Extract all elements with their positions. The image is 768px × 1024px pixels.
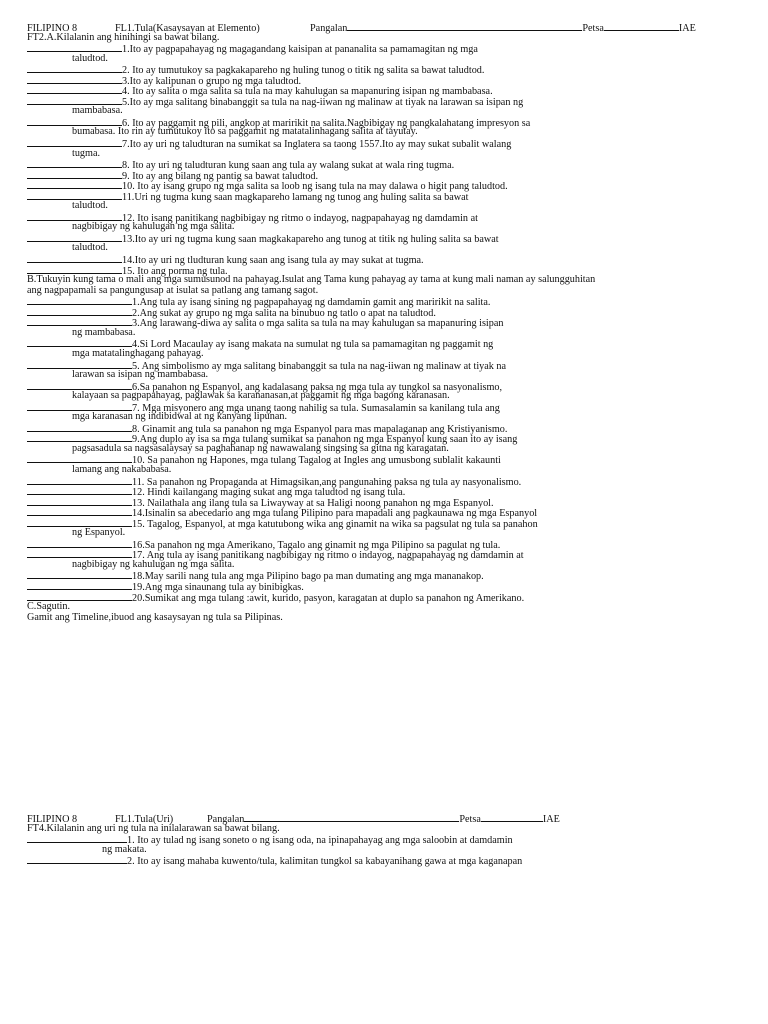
answer-blank[interactable] bbox=[27, 360, 132, 369]
item-text: 14.Ito ay uri ng tludturan kung saan ang isang tula ay may sukat at tugma. bbox=[122, 255, 424, 267]
answer-blank[interactable] bbox=[27, 402, 132, 411]
part-b-title-line2: ang nagpapamali sa pangungusap at isulat sa patlang ang tamang sagot. bbox=[27, 284, 319, 296]
item-text: 18.May sarili nang tula ang mga Pilipino bago pa man dumating ang mga mananakop. bbox=[132, 571, 484, 583]
date-label-2: Petsa bbox=[459, 814, 481, 826]
item-line bbox=[27, 233, 747, 244]
answer-blank[interactable] bbox=[27, 75, 122, 84]
part-b-title-line1: B.Tukuyin kung tama o mali ang mga sumusunod na pahayag.Isulat ang Tama kung pahayag ay tama at kung mali naman ay salungguhitan bbox=[27, 274, 596, 286]
answer-blank[interactable] bbox=[27, 581, 132, 590]
item-text: 7.Ito ay uri ng taludturan na sumikat sa Inglatera sa taong 1557.Ito ay may sukat subalit walang bbox=[122, 139, 512, 151]
item-line bbox=[27, 581, 747, 592]
item-text: nagbibigay ng kahulugan ng mga salita. bbox=[72, 558, 235, 570]
item-text: 15. Ito ang porma ng tula. bbox=[122, 265, 228, 277]
answer-blank[interactable] bbox=[27, 507, 132, 516]
answer-blank[interactable] bbox=[27, 855, 127, 864]
date-field-2[interactable] bbox=[481, 813, 543, 822]
answer-blank[interactable] bbox=[27, 64, 122, 73]
answer-blank[interactable] bbox=[27, 138, 122, 147]
item-continuation bbox=[27, 149, 747, 160]
item-text: lamang ang nakababasa. bbox=[72, 463, 172, 475]
item-continuation bbox=[27, 845, 747, 856]
item-text: bumabasa. Ito rin ay tumutukoy ito sa paggamit ng matatalinhagang salita at tayutay. bbox=[72, 126, 418, 138]
item-text: nagbibigay ng kahulugan ng mga salita. bbox=[72, 221, 235, 233]
answer-blank[interactable] bbox=[27, 423, 132, 432]
item-line bbox=[27, 138, 747, 149]
item-line bbox=[27, 592, 747, 603]
item-continuation bbox=[27, 444, 747, 455]
item-text: 8. Ginamit ang tula sa panahon ng mga Espanyol para mas mapalaganap ang Kristiyanismo. bbox=[132, 423, 508, 435]
item-line bbox=[27, 518, 747, 529]
item-line bbox=[27, 423, 747, 434]
item-text: 13.Ito ay uri ng tugma kung saan magkakapareho ang tunog at titik ng huling salita sa bawat bbox=[122, 233, 499, 245]
answer-blank[interactable] bbox=[27, 486, 132, 495]
item-text: taludtod. bbox=[72, 242, 108, 254]
answer-blank[interactable] bbox=[27, 454, 132, 463]
name-label-2: Pangalan bbox=[207, 814, 245, 826]
part-c-title: C.Sagutin. bbox=[27, 601, 71, 613]
item-text: 12. Hindi kailangang maging sukat ang mga taludtod ng isang tula. bbox=[132, 487, 406, 499]
item-continuation bbox=[27, 201, 747, 212]
item-text: taludtod. bbox=[72, 52, 108, 64]
item-text: 2.Ang sukat ay grupo ng mga salita na binubuo ng tatlo o apat na taludtod. bbox=[132, 307, 436, 319]
item-text: 11. Sa panahon ng Propaganda at Himagsikan,ang pangunahing paksa ng tula ay nasyonalismo. bbox=[132, 476, 522, 488]
answer-blank[interactable] bbox=[27, 180, 122, 189]
answer-blank[interactable] bbox=[27, 834, 127, 843]
answer-blank[interactable] bbox=[27, 43, 122, 52]
answer-blank[interactable] bbox=[27, 570, 132, 579]
name-field[interactable] bbox=[347, 22, 582, 31]
date-label: Petsa bbox=[582, 23, 604, 34]
answer-blank[interactable] bbox=[27, 307, 132, 316]
item-text: 3.Ito ay kalipunan o grupo ng mga taludtod. bbox=[122, 75, 302, 87]
item-text: 5. Ang simbolismo ay mga salitang binabanggit sa tula na nag-iiwan ng malinaw at tiyak na bbox=[132, 360, 507, 372]
item-continuation bbox=[27, 222, 747, 233]
subject-label-2: FILIPINO 8 bbox=[27, 814, 78, 826]
item-text: 1. Ito ay tulad ng isang soneto o ng isang oda, na ipinapahayag ang mga saloobin at damdamin bbox=[127, 835, 513, 847]
answer-blank[interactable] bbox=[27, 338, 132, 347]
item-text: 10. Ito ay isang grupo ng mga salita sa loob ng isang tula na may dalawa o higit pang taludtod. bbox=[122, 181, 508, 193]
item-text: 11.Uri ng tugma kung saan magkapareho lamang ng tunog ang huling salita sa bawat bbox=[122, 191, 469, 203]
item-continuation bbox=[27, 560, 747, 571]
answer-blank[interactable] bbox=[27, 549, 132, 558]
part-c-instruction: Gamit ang Timeline,ibuod ang kasaysayan ng tula sa Pilipinas. bbox=[27, 611, 283, 623]
name-field-2[interactable] bbox=[244, 813, 459, 822]
item-continuation bbox=[27, 528, 747, 539]
item-line bbox=[27, 170, 747, 181]
item-continuation bbox=[27, 127, 747, 138]
item-text: 4.Si Lord Macaulay ay isang makata na sumulat ng tula sa pamamagitan ng paggamit ng bbox=[132, 339, 494, 351]
item-text: ng Espanyol. bbox=[72, 527, 126, 539]
date-field[interactable] bbox=[604, 22, 679, 31]
item-continuation bbox=[27, 391, 747, 402]
item-line bbox=[27, 497, 747, 508]
item-text: ng mambabasa. bbox=[72, 326, 136, 338]
item-text: 3.Ang larawang-diwa ay salita o mga salita sa tula na may kahulugan sa mapanuring isipan bbox=[132, 318, 504, 330]
item-text: larawan sa isipan ng mambabasa. bbox=[72, 369, 209, 381]
item-line bbox=[27, 476, 747, 487]
item-text: 5.Ito ay mga salitang binabanggit sa tula na nag-iiwan ng malinaw at tiyak na larawan sa isipan ng bbox=[122, 96, 524, 108]
item-line bbox=[27, 507, 747, 518]
answer-blank[interactable] bbox=[27, 381, 132, 390]
item-continuation bbox=[27, 465, 747, 476]
part-a-list bbox=[27, 43, 747, 275]
item-text: 20.Sumikat ang mga tulang :awit, kurido, pasyon, karagatan at duplo sa panahon ng Amerikano. bbox=[132, 592, 525, 604]
item-text: 1.Ito ay pagpapahayag ng magagandang kaisipan at pananalita sa pamamagitan ng mga bbox=[122, 44, 478, 56]
answer-blank[interactable] bbox=[27, 265, 122, 274]
item-text: ng makata. bbox=[102, 843, 147, 855]
answer-blank[interactable] bbox=[27, 117, 122, 126]
answer-blank[interactable] bbox=[27, 518, 132, 527]
item-text: 12. Ito isang panitikang nagbibigay ng ritmo o indayog, nagpapahayag ng damdamin at bbox=[122, 212, 478, 224]
answer-blank[interactable] bbox=[27, 233, 122, 242]
item-text: 6. Ito ay paggamit ng pili, angkop at maririkit na salita.Nagbibigay ng pangkalahatang impresyon sa bbox=[122, 117, 531, 129]
answer-blank[interactable] bbox=[27, 433, 132, 442]
item-continuation bbox=[27, 412, 747, 423]
item-line bbox=[27, 191, 747, 202]
item-text: pagsasadula sa nagsasalaysay sa paghahanap ng nawawalang singsing sa gitna ng karagatan. bbox=[72, 442, 449, 454]
item-line bbox=[27, 539, 747, 550]
item-line bbox=[27, 855, 747, 866]
item-text: 14.Isinalin sa abecedario ang mga tulang Pilipino para mapadali ang pagkaunawa ng mga Espanyol bbox=[132, 508, 538, 520]
answer-blank[interactable] bbox=[27, 96, 122, 105]
item-text: 6.Sa panahon ng Espanyol, ang kadalasang paksa ng mga tula ay tungkol sa nasyonalismo, bbox=[132, 381, 503, 393]
answer-blank[interactable] bbox=[27, 476, 132, 485]
item-text: 17. Ang tula ay isang panitikang nagbibigay ng ritmo o indayog, nagpapahayag ng damdamin at bbox=[132, 550, 524, 562]
item-text: 9. Ito ay ang bilang ng pantig sa bawat taludtod. bbox=[122, 170, 319, 182]
item-continuation bbox=[27, 349, 747, 360]
answer-blank[interactable] bbox=[27, 170, 122, 179]
item-line bbox=[27, 180, 747, 191]
item-line bbox=[27, 570, 747, 581]
item-continuation bbox=[27, 370, 747, 381]
item-line bbox=[27, 296, 747, 307]
item-text: 9.Ang duplo ay isa sa mga tulang sumikat sa panahon ng mga Espanyol kung saan ito ay isang bbox=[132, 434, 518, 446]
answer-space[interactable] bbox=[27, 623, 747, 813]
answer-blank[interactable] bbox=[27, 191, 122, 200]
item-line bbox=[27, 85, 747, 96]
part-a-title: FT2.A.Kilalanin ang hinihingi sa bawat bilang. bbox=[27, 31, 220, 43]
lesson-code-2: FL1.Tula(Uri) bbox=[115, 814, 174, 826]
answer-blank[interactable] bbox=[27, 254, 122, 263]
item-continuation bbox=[27, 243, 747, 254]
item-text: 2. Ito ay isang mahaba kuwento/tula, kalimitan tungkol sa kabayanihang gawa at mga kaganapan bbox=[127, 856, 523, 868]
item-text: mga karanasan ng indibidwal at ng kanyang lipunan. bbox=[72, 411, 288, 423]
answer-blank[interactable] bbox=[27, 317, 132, 326]
item-text: tugma. bbox=[72, 147, 101, 159]
ft4-list bbox=[27, 834, 747, 866]
item-text: kalayaan sa pagpapahayag, paglawak sa karananasan,at paggamit ng mga bagong karanasan. bbox=[72, 390, 450, 402]
answer-blank[interactable] bbox=[27, 296, 132, 305]
item-line bbox=[27, 96, 747, 107]
item-line bbox=[27, 64, 747, 75]
item-text: 13. Nailathala ang ilang tula sa Liwayway at sa Haligi noong panahon ng mga Espanyol. bbox=[132, 497, 494, 509]
item-line bbox=[27, 159, 747, 170]
part-b-list bbox=[27, 296, 747, 602]
item-text: 1.Ang tula ay isang sining ng pagpapahayag ng damdamin gamit ang maririkit na salita. bbox=[132, 297, 491, 309]
item-line bbox=[27, 307, 747, 318]
item-continuation bbox=[27, 106, 747, 117]
item-text: taludtod. bbox=[72, 200, 108, 212]
item-text: 16.Sa panahon ng mga Amerikano, Tagalo ang ginamit ng mga Pilipino sa pagulat ng tula. bbox=[132, 539, 501, 551]
item-text: 2. Ito ay tumutukoy sa pagkakapareho ng huling tunog o titik ng salita sa bawat taludtod. bbox=[122, 65, 485, 77]
item-text: 7. Mga misyonero ang mga unang taong nahilig sa tula. Sumasalamin sa kanilang tula ang bbox=[132, 402, 500, 414]
ft4-title: FT4.Kilalanin ang uri ng tula na inilalarawan sa bawat bilang. bbox=[27, 822, 280, 834]
item-text: 8. Ito ay uri ng taludturan kung saan ang tula ay walang sukat at wala ring tugma. bbox=[122, 160, 455, 172]
answer-blank[interactable] bbox=[27, 212, 122, 221]
worksheet-page bbox=[27, 22, 747, 866]
subject-label: FILIPINO 8 bbox=[27, 23, 78, 34]
item-text: 10. Sa panahon ng Hapones, mga tulang Tagalog at Ingles ang umusbong sublalit kakaunti bbox=[132, 455, 501, 467]
lesson-code: FL1.Tula(Kasaysayan at Elemento) bbox=[115, 23, 260, 34]
item-text: 19.Ang mga sinaunang tula ay binibigkas. bbox=[132, 581, 304, 593]
item-text: mga matatalinghagang pahayag. bbox=[72, 347, 204, 359]
item-text: 4. Ito ay salita o mga salita sa tula na may kahulugan sa mapanuring isipan ng mambabasa. bbox=[122, 86, 493, 98]
item-continuation bbox=[27, 54, 747, 65]
answer-blank[interactable] bbox=[27, 159, 122, 168]
item-line bbox=[27, 43, 747, 54]
section-label-2: IAE bbox=[542, 814, 560, 826]
worksheet-header bbox=[27, 22, 747, 33]
item-line bbox=[27, 486, 747, 497]
section-label: IAE bbox=[678, 23, 696, 34]
answer-blank[interactable] bbox=[27, 497, 132, 506]
answer-blank[interactable] bbox=[27, 592, 132, 601]
answer-blank[interactable] bbox=[27, 539, 132, 548]
item-line bbox=[27, 254, 747, 265]
item-line bbox=[27, 75, 747, 86]
answer-blank[interactable] bbox=[27, 85, 122, 94]
item-continuation bbox=[27, 328, 747, 339]
name-label: Pangalan bbox=[310, 23, 348, 34]
item-text: mambabasa. bbox=[72, 105, 123, 117]
item-text: 15. Tagalog, Espanyol, at mga katutubong wika ang ginamit na wika sa pagsulat ng tula sa panahon bbox=[132, 518, 538, 530]
